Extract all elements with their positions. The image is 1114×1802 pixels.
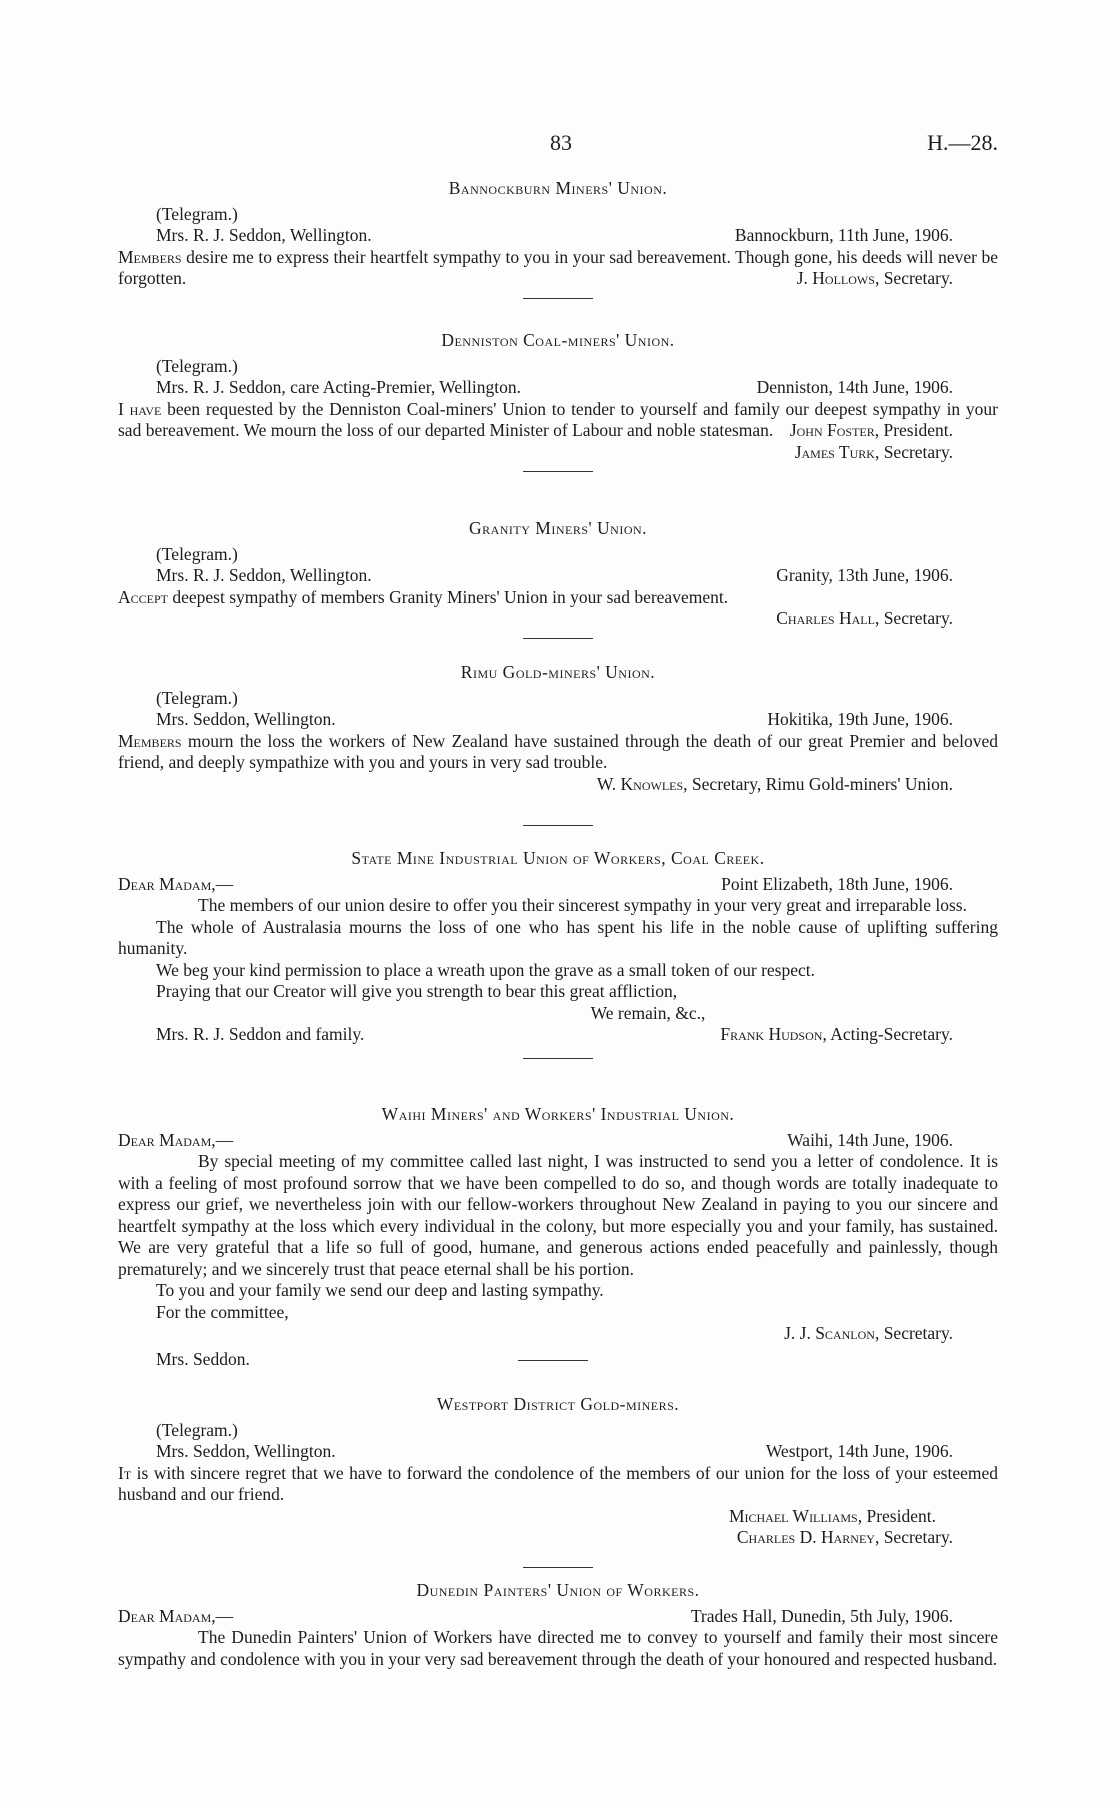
signatory-role: , President. [874,420,953,440]
signatory-name: J. Hollows [796,268,875,288]
paragraph: We beg your kind permission to place a wreath upon the grave as a small token of our respect. [156,959,816,980]
section-divider [523,1567,593,1568]
paragraph: The members of our union desire to offer you their sincerest sympathy in your very great and irreparable loss. [198,895,967,915]
section-title: Granity Miners' Union. [468,518,648,538]
signatory-role: , Secretary. [874,1527,953,1547]
page-number: 83 [550,130,572,155]
letter-bannockburn [118,178,998,299]
place-date: Granity, 13th June, 1906. [776,565,953,585]
signatory-name: W. Knowles [596,773,684,794]
place-date: Trades Hall, Dunedin, 5th July, 1906. [690,1605,953,1626]
paragraph: Praying that our Creator will give you strength to bear this great affliction, [156,981,678,1001]
signatory-name: Charles D. Harney [736,1527,875,1547]
signatory-role: , Secretary. [874,608,953,628]
paragraph: The whole of Australasia mourns the loss of one who has spent his life in the noble cause of uplifting suffering humanity. [118,916,998,958]
signatory-name: Charles Hall [776,608,875,628]
section-title: Westport District Gold-miners. [436,1394,680,1414]
paragraph: By special meeting of my committee called last night, I was instructed to send you a letter of condolence. It is with a feeling of most profound sorrow that we have been compelled to do so, and though words are totally inadequate to express our grief, we nevertheless join with our fellow-workers throughout New Zealand in paying to you our sincere and heartfelt sympathy at the loss which every individual in the colony, but more especially you and your family, has sustained. We are very grateful that a life so full of good, humane, and generous actions ended peacefully and painlessly, though prematurely; and we sincerely trust that peace eternal shall be his portion. [118,1151,998,1279]
signatory-role: , Secretary. [874,268,953,288]
letter-body [118,587,998,609]
section-title: Dunedin Painters' Union of Workers. [416,1580,700,1600]
addressee: Mrs. R. J. Seddon, care Acting-Premier, Wellington. [156,377,522,397]
signature [720,1024,953,1046]
paragraph: To you and your family we send our deep and lasting sympathy. [156,1280,604,1300]
telegram-tag: (Telegram.) [156,1419,238,1440]
telegram-tag: (Telegram.) [156,543,238,564]
addressee: Mrs. R. J. Seddon, Wellington. [156,565,372,585]
signature-secretary [118,442,998,464]
addressee: Mrs. R. J. Seddon, Wellington. [156,225,372,245]
signatory-name: Frank Hudson [720,1024,823,1044]
section-divider [523,1058,593,1059]
salutation: Dear Madam,— [118,873,234,894]
salutation: Dear Madam,— [118,1129,234,1150]
page-header [118,130,998,156]
letter-denniston [118,330,998,472]
closing: We remain, &c., [590,1002,706,1023]
letter-state-mine [118,848,998,1059]
signature-president [118,1506,998,1528]
place-date: Point Elizabeth, 18th June, 1906. [721,873,953,894]
letter-dunedin [118,1580,998,1670]
letter-body [118,1463,998,1506]
signatory-name: John Foster [789,420,875,440]
body-text: is with sincere regret that we have to forward the condolence of the members of our union for the loss of your esteemed husband and our friend. [118,1462,998,1504]
body-text: been requested by the Denniston Coal-miners' Union to tender to yourself and family our deepest sympathy in your sad bereavement. We mourn the loss of our departed Minister of Labour and noble statesman. [118,398,999,440]
section-divider [523,298,593,299]
paragraph: The Dunedin Painters' Union of Workers have directed me to convey to yourself and family their most sincere sympathy and condolence with you in your very sad bereavement through the death of your honoured and respected husband. [118,1627,998,1669]
body-text: mourn the loss the workers of New Zealand have sustained through the death of our great Premier and beloved friend, and deeply sympathize with you and yours in very sad trouble. [118,730,998,772]
document-reference: H.—28. [927,130,998,155]
signature [118,268,998,290]
section-title: Waihi Miners' and Workers' Industrial Union. [381,1104,735,1124]
body-lead: I have [118,398,162,419]
signature [118,608,998,630]
body-text: desire me to express their heartfelt sympathy to you in your sad bereavement. Though gone, his deeds will never be forgotten. [118,246,998,288]
signatory-name: James Turk [794,441,875,462]
body-lead: Accept [118,586,168,607]
section-title: Denniston Coal-miners' Union. [441,330,675,350]
letter-westport [118,1394,998,1568]
section-divider [518,1360,588,1361]
place-date: Hokitika, 19th June, 1906. [767,709,953,729]
section-divider [523,471,593,472]
letter-granity [118,518,998,639]
signatory-role: , Secretary. [874,441,953,462]
place-date: Westport, 14th June, 1906. [765,1441,953,1461]
document-page [118,0,998,1802]
body-text: deepest sympathy of members Granity Miners' Union in your sad bereavement. [167,586,729,607]
signature [118,774,998,796]
signatory-role: , Acting-Secretary. [822,1024,953,1044]
body-lead: Members [118,730,182,751]
letter-body [118,731,998,774]
section-divider [523,825,593,826]
addressee: Mrs. R. J. Seddon and family. [156,1024,365,1044]
signatory-role: , Secretary. [874,1323,953,1343]
addressee: Mrs. Seddon, Wellington. [156,1441,336,1461]
signature [118,1323,998,1345]
body-lead: Members [118,246,182,267]
signature-secretary [118,1527,998,1549]
for-committee: For the committee, [156,1301,289,1322]
telegram-tag: (Telegram.) [156,687,238,708]
signatory-name: Michael Williams [728,1505,858,1526]
section-title: Rimu Gold-miners' Union. [460,662,656,682]
place-date: Bannockburn, 11th June, 1906. [734,225,953,245]
section-divider [523,638,593,639]
place-date: Denniston, 14th June, 1906. [756,377,953,397]
section-title: State Mine Industrial Union of Workers, Coal Creek. [351,848,765,868]
telegram-tag: (Telegram.) [156,355,238,376]
section-title: Bannockburn Miners' Union. [448,178,668,198]
place-date: Waihi, 14th June, 1906. [787,1129,953,1150]
letter-rimu [118,662,998,826]
signatory-role: , President. [857,1505,936,1526]
signatory-name: J. J. Scanlon [784,1323,875,1343]
addressee: Mrs. Seddon. [156,1348,250,1369]
telegram-tag: (Telegram.) [156,203,238,224]
signatory-role: , Secretary, Rimu Gold-miners' Union. [683,773,953,794]
letter-waihi [118,1104,998,1370]
salutation: Dear Madam,— [118,1605,234,1626]
addressee: Mrs. Seddon, Wellington. [156,709,336,729]
body-lead: It [118,1462,132,1483]
